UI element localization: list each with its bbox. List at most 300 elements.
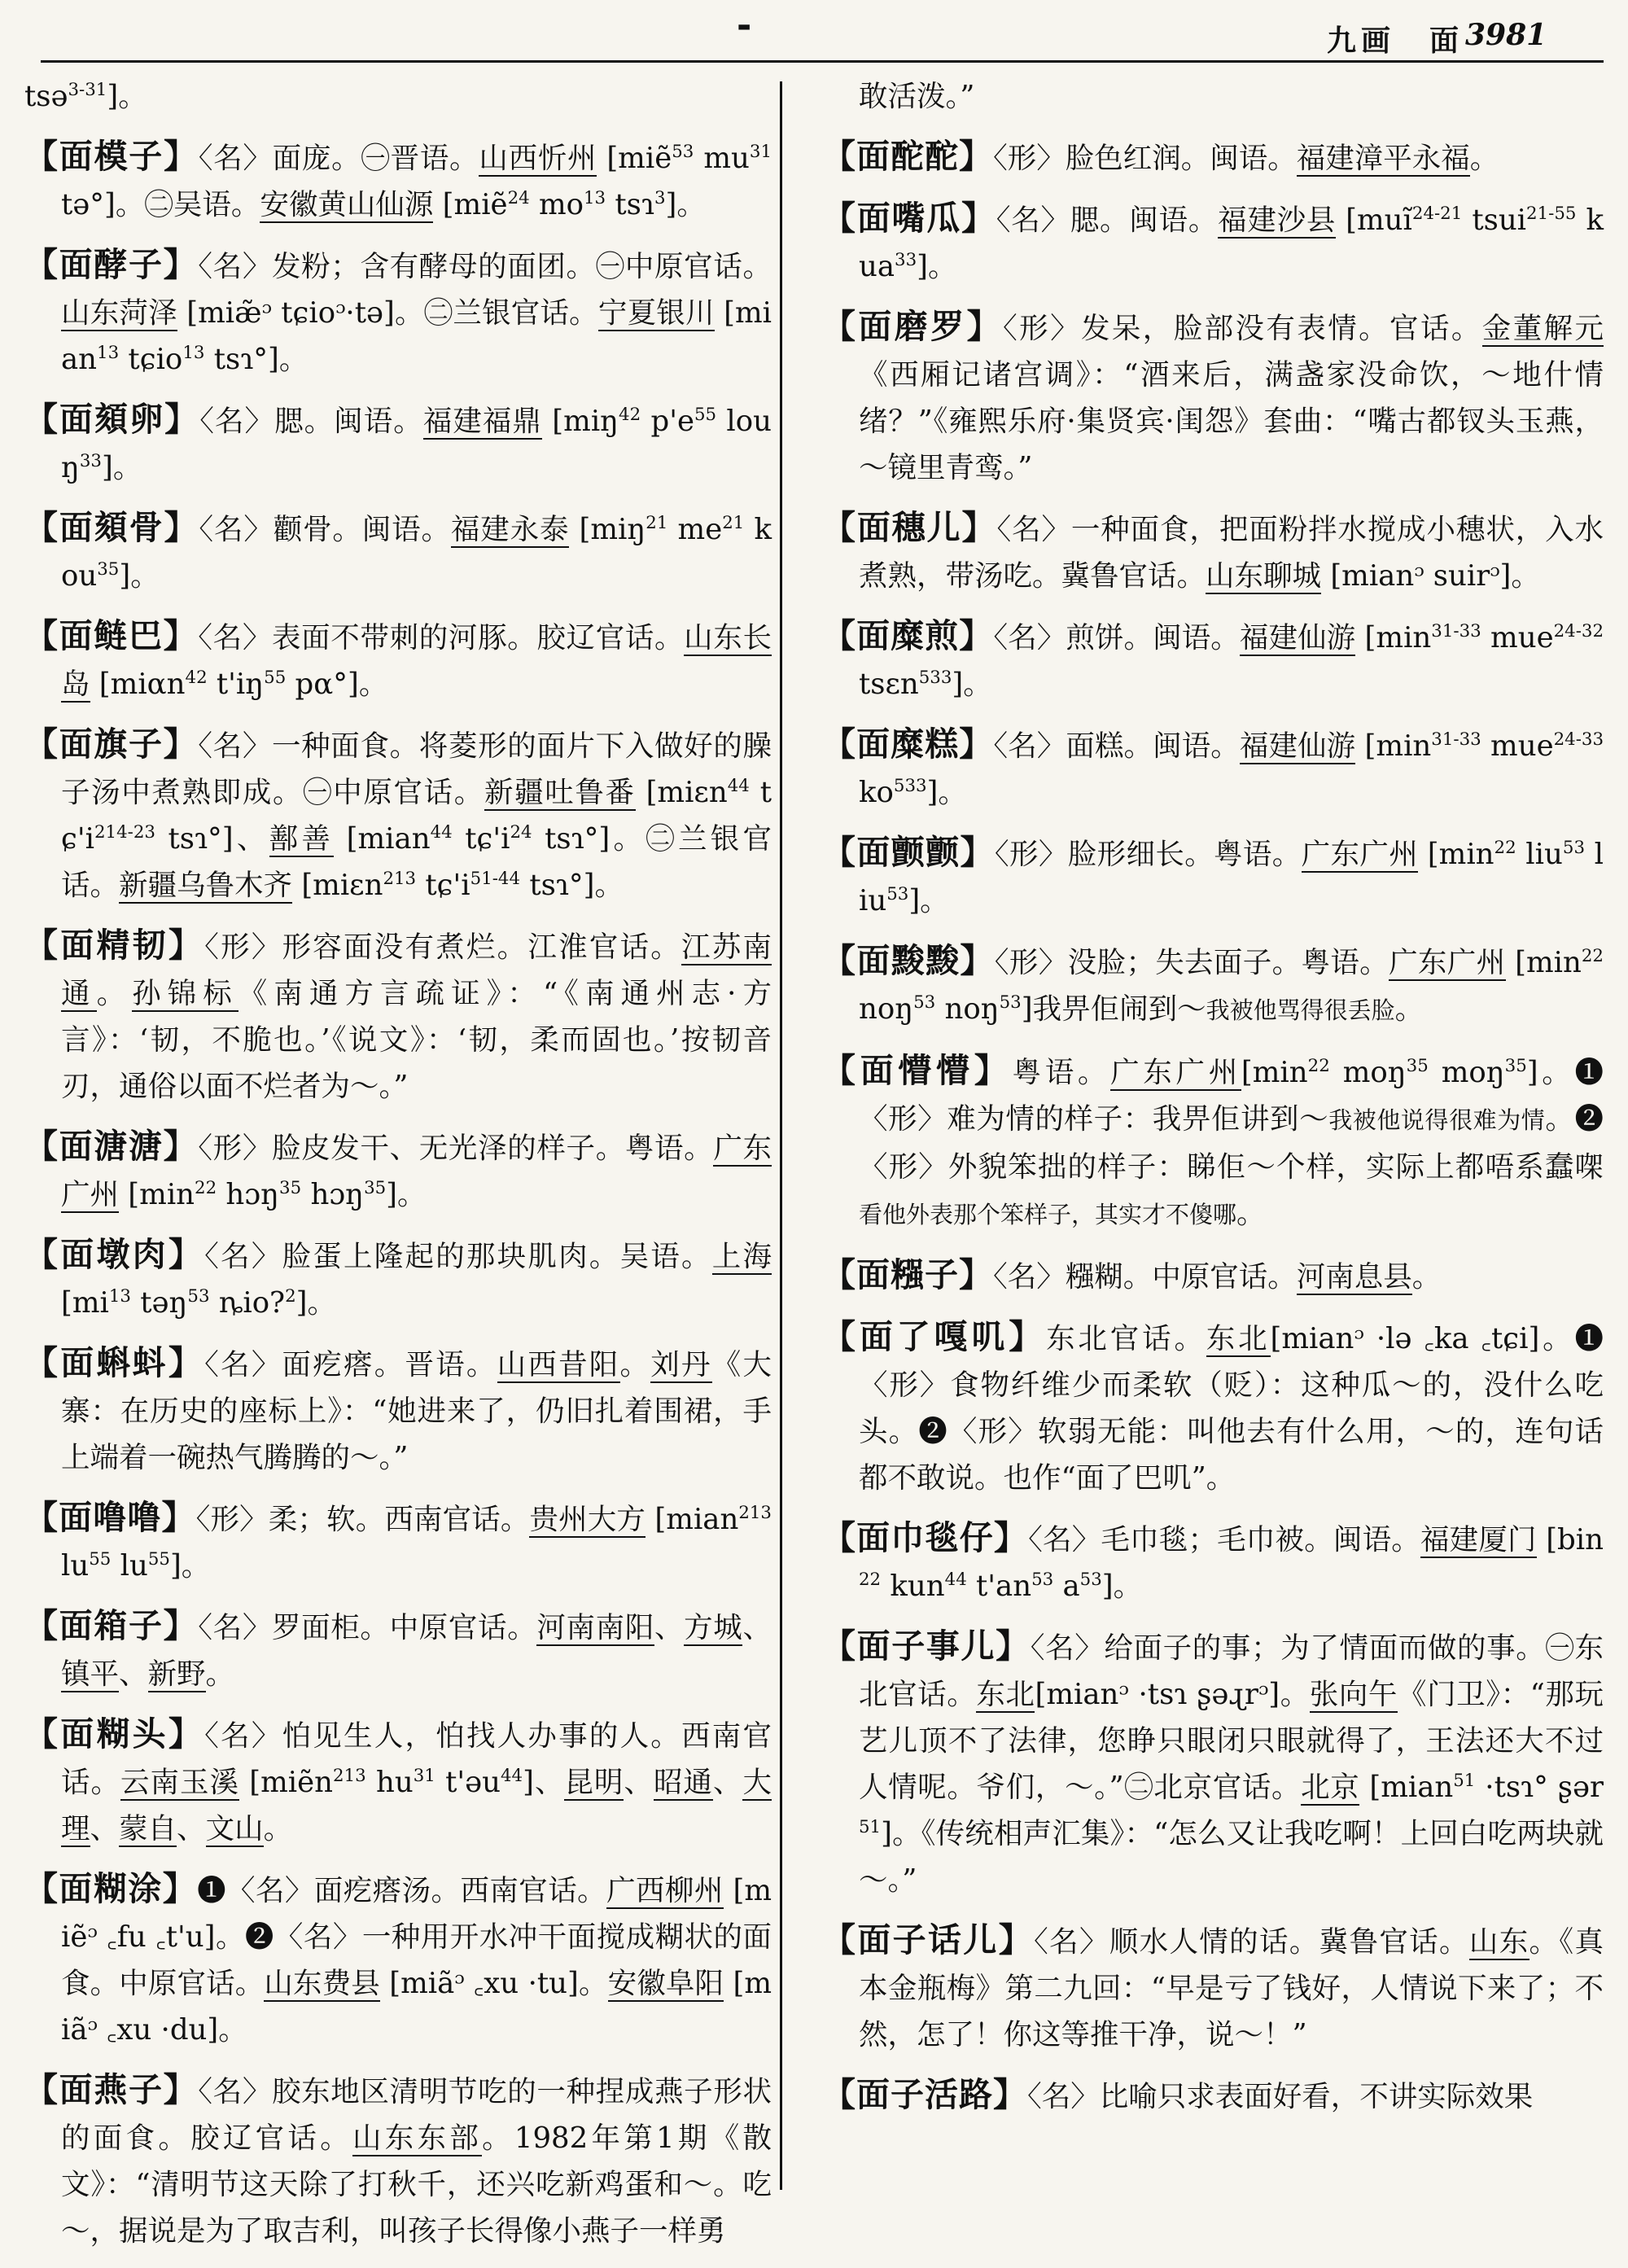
entry-text: ]。 [952,668,992,701]
tone-number: 44 [500,1766,523,1787]
place-name: 蒙自 [119,1812,177,1845]
entry-text: [miαn [90,668,186,701]
tone-number: 44 [430,822,453,843]
entry-text: tə°]。㊁吴语。 [61,188,260,221]
headword: 【面子话儿】 [822,1920,1035,1959]
entry-text: kou [61,513,772,593]
entry-text: 东北官话。 [1046,1322,1206,1355]
place-name: 上海 [711,1240,772,1273]
tone-number: 214-23 [94,822,155,843]
entry-text: [miŋ [569,513,646,546]
entry-text: ]。❶〈形〉难为情的样子：我畀佢讲到～ [859,1056,1604,1136]
tone-number: 21 [646,513,668,534]
entry-text: ]。 [119,559,160,593]
entry-text: me [667,513,723,546]
entry-text: 〈名〉发粉；含有酵母的面团。㊀中原官话。 [198,250,772,283]
entry-text: ]我畀佢闹到～ [1021,992,1206,1026]
entry-text: 。 [263,1812,293,1845]
place-name: 江苏南通 [61,930,772,1010]
entry-text: kun [881,1570,945,1603]
dictionary-entry [24,2067,772,2254]
entry-text: [mian [646,1503,739,1536]
entry-text: 〈名〉脸蛋上隆起的那块肌肉。吴语。 [204,1240,712,1273]
entry-text: tsɿ°]、 [155,822,269,856]
place-name: 贵州大方 [529,1503,646,1536]
tone-number: 213 [333,1766,366,1787]
entry-text: 〈名〉面糕。闽语。 [993,729,1240,763]
entry-text: ]。 [908,884,949,917]
entry-text: noŋ [935,992,1000,1026]
place-name: 鄯善 [269,822,335,856]
tone-number: 53 [187,1286,210,1307]
tone-number: 53 [1562,838,1585,859]
tone-number: 42 [619,405,641,426]
gloss-note: 我被他骂得很丢脸 [1206,996,1395,1024]
dictionary-entry [24,1711,772,1852]
entry-text: [mianᵓ ·lə ꜀ka ꜀tɕi]。❶〈形〉食物纤维少而柔软（贬）：这种瓜～的，没什么吃头。❷〈形〉软弱无能：叫他去有什么用，～的，连句话都不敢说。也作“面了巴叽”。 [859,1322,1604,1495]
entry-text: p'e [641,405,694,438]
headword: 【面黢黢】 [822,941,995,980]
entry-text: mu [694,142,750,175]
entry-text: 〈名〉腮。闽语。 [996,204,1219,237]
entry-text: 。 [96,977,133,1010]
headword: 【面了嘎叽】 [822,1317,1047,1356]
entry-text: [mi [61,1286,109,1320]
entry-text: 〈形〉脸皮发干、无光泽的样子。粤语。 [198,1132,714,1165]
entry-text: 〈名〉罗面柜。中原官话。 [198,1611,537,1644]
running-head: 九画 面 [1327,24,1464,58]
tone-number: 21 [722,513,745,534]
place-name: 福建仙游 [1239,729,1356,763]
entry-text: t'iŋ [207,668,265,701]
tone-number: 22 [859,1570,882,1591]
entry-text: 。❷〈形〉外貌笨拙的样子：睇佢～个样，实际上都唔系蠢㗎 [859,1102,1604,1184]
entry-text: tsɛn [859,668,919,701]
entry-text: 〈名〉表面不带刺的河豚。胶辽官话。 [198,621,685,655]
entry-text: ko [859,776,894,809]
tone-number: 55 [89,1549,112,1570]
headword: 【面箱子】 [24,1606,199,1645]
dictionary-entry [822,304,1604,491]
tone-number: 53 [672,142,694,163]
place-name: 昭通 [653,1766,713,1799]
entry-text: [miæ̃ᵓ tɕioᵓ·tə]。㊁兰银官话。 [177,296,598,330]
place-name: 安徽阜阳 [607,1967,724,2000]
entry-text: [min [1355,729,1432,763]
headword: 【面糜糕】 [822,725,994,764]
entry-text: tsɿ°]。㊁兰银官话。 [61,822,772,902]
tone-number: 533 [918,668,952,689]
headword: 【面糜煎】 [822,616,994,655]
place-name: 山西忻州 [479,142,597,175]
header-rule [41,60,1604,63]
entry-text: ]。 [107,80,147,113]
place-name: 东北 [976,1678,1035,1711]
headword: 【面糨子】 [822,1255,993,1294]
tone-number: 213 [738,1503,772,1524]
gloss-note: 看他外表那个笨样子，其实才不傻哪 [859,1201,1237,1228]
dictionary-entry [822,505,1604,599]
entry-text: ]。 [926,776,967,809]
tone-number: 13 [97,343,120,364]
place-name: 福建永泰 [450,513,570,546]
tone-number: 22 [1307,1056,1330,1077]
headword: 【面噜噜】 [24,1498,196,1537]
entry-text: 、 [712,1766,743,1799]
dictionary-entry [822,2072,1604,2120]
headword: 【面磨罗】 [822,307,1004,346]
entry-text: 〈名〉一种面食，把面粉拌水搅成小穗状，入水煮熟，带汤吃。冀鲁官话。 [859,513,1604,593]
entry-text: ]、 [523,1766,565,1799]
dictionary-entry [24,922,772,1110]
dictionary-entry [822,1623,1604,1903]
headword: 【面精韧】 [24,926,205,965]
place-name: 新疆乌鲁木齐 [119,869,293,902]
tone-number: 55 [147,1549,170,1570]
headword: 【面頦骨】 [24,508,199,547]
entry-text: ]。 [386,1178,427,1211]
tone-number: 44 [727,776,750,797]
dictionary-entry [822,830,1604,924]
dictionary-entry [24,73,772,120]
headword: 【面頦卵】 [24,400,200,439]
entry-text: ]。 [101,451,142,484]
entry-text: tsə [24,80,68,113]
entry-text: 。 [1469,142,1499,175]
dictionary-entry [822,1048,1604,1238]
header-dash: - [737,5,752,46]
entry-text: [miẽn [239,1766,334,1799]
entry-text: hɔŋ [301,1178,365,1211]
entry-text: [min [1418,838,1495,871]
entry-text: mue [1481,729,1554,763]
tone-number: 51 [1453,1771,1476,1792]
entry-text: 〈形〉发呆，脸部没有表情。官话。 [1003,312,1482,345]
place-name: 广东广州 [1301,838,1419,871]
entry-text: 、 [654,1611,685,1644]
tone-number: 13 [108,1286,131,1307]
place-name: 方城 [684,1611,743,1644]
entry-text: liu [859,838,1604,917]
entry-text: tsɿ°]。 [204,343,309,376]
place-name: 福建福鼎 [422,405,542,438]
entry-text: 、 [624,1766,654,1799]
entry-text: ȵio? [209,1286,286,1320]
page-header [0,0,1628,59]
dictionary-entry [24,505,772,599]
entry-text: ]。 [169,1549,211,1583]
tone-number: 35 [364,1178,387,1199]
dictionary-entry [822,195,1604,290]
entry-text: 、 [119,1657,148,1691]
tone-number: 24-33 [1553,729,1604,751]
place-name: 北京 [1301,1771,1360,1804]
entry-text: noŋ [859,992,914,1026]
tone-number: 51 [859,1817,882,1838]
tone-number: 13 [182,343,205,364]
dictionary-entry [24,1232,772,1326]
place-name: 山西昔阳 [497,1348,620,1381]
tone-number: 31-33 [1431,621,1481,642]
entry-text: [mianᵓ ·tsɿ ʂəɻrᵓ]。 [1035,1678,1310,1711]
entry-text: ]。 [1101,1570,1143,1603]
tone-number: 24-32 [1553,621,1604,642]
dictionary-entry [822,73,1604,120]
tone-number: 31 [413,1766,435,1787]
tone-number: 3 [654,188,666,209]
dictionary-entry [822,938,1604,1034]
place-name: 新疆吐鲁番 [484,776,636,809]
entry-text: 《西厢记诸宫调》：“酒来后，满盏家没命饮，～地什情绪？”《雍熙乐府·集贤宾·闺怨》套曲：“嘴古都钗头玉燕，～镜里青鸾。” [859,358,1604,484]
headword: 【面糊涂】 [24,1869,198,1908]
page-number: 3981 [1465,18,1547,52]
headword: 【面鲢巴】 [24,616,199,655]
tone-number: 31-33 [1431,729,1481,751]
dictionary-entry [822,1252,1604,1300]
entry-text: 〈名〉面庞。㊀晋语。 [198,142,479,175]
place-name: 广东广州 [61,1132,772,1211]
entry-text: moŋ [1329,1056,1407,1089]
entry-text: 〈名〉面疙瘩。晋语。 [204,1348,497,1381]
place-name: 福建漳平永福 [1296,142,1470,175]
tone-number: 35 [97,559,120,580]
dictionary-entry [24,613,772,707]
entry-text: [mianᵓ suirᵓ]。 [1321,559,1540,593]
place-name: 镇平 [61,1657,120,1691]
entry-text: tɕ'i [416,869,470,902]
entry-text: hɔŋ [217,1178,280,1211]
place-name: 刘丹 [650,1348,712,1381]
place-name: 山东菏泽 [61,296,177,330]
place-name: 福建厦门 [1420,1523,1537,1557]
entry-text: tsɿ [606,188,654,221]
entry-text: 〈形〉脸色红润。闽语。 [993,142,1297,175]
tone-number: 24-21 [1411,204,1463,225]
headword: 【面巾毯仔】 [822,1518,1029,1557]
gloss-note: 我被他说得很难为情 [1328,1106,1546,1134]
tone-number: 24 [510,822,532,843]
tone-number: 24 [507,188,530,209]
entry-text: louŋ [61,405,772,484]
entry-text: tɕ'i [452,822,510,856]
entry-text: 。 [1236,1197,1266,1230]
place-name: 云南玉溪 [120,1766,239,1799]
entry-text: 敢活泼。” [859,80,975,113]
place-name: 孙锦标 [132,977,239,1010]
dictionary-entry [24,396,772,491]
entry-text: təŋ [130,1286,188,1320]
dictionary-entry [24,1123,772,1218]
headword: 【面旗子】 [24,725,199,764]
place-name: 广东广州 [1389,946,1506,979]
dictionary-entry [822,721,1604,816]
dictionary-entry [24,1495,772,1589]
entry-text: 〈名〉顺水人情的话。冀鲁官话。 [1034,1925,1469,1959]
headword: 【面懵懵】 [822,1051,1013,1090]
left-column [24,73,772,2268]
column-divider [780,81,782,2190]
entry-text: tɕio [119,343,183,376]
tone-number: 3-31 [68,80,107,101]
entry-text: 〈形〉没脸；失去面子。粤语。 [994,946,1389,979]
entry-text: 〈名〉煎饼。闽语。 [993,621,1240,655]
entry-text: tsɿ°]。 [520,869,624,902]
entry-text: pα°]。 [286,668,388,701]
place-name: 新野 [147,1657,206,1691]
tone-number: 31 [749,142,772,163]
headword: 【面子活路】 [822,2075,1027,2114]
tone-number: 35 [279,1178,302,1199]
place-name: 山东聊城 [1206,559,1322,593]
entry-text: ]。 [295,1286,337,1320]
entry-text: ❶〈名〉面疙瘩汤。西南官话。 [197,1874,607,1907]
tone-number: 33 [79,451,102,472]
entry-text: lu [111,1549,148,1583]
entry-text: 。《真本金瓶梅》第二九回：“早是亏了钱好，人情说下来了；不然，怎了！你这等推干净，说～！” [859,1925,1604,2051]
entry-text: [mian [61,296,772,376]
entry-text: 〈名〉一种面食。将菱形的面片下入做好的臊子汤中煮熟即成。㊀中原官话。 [61,729,772,809]
tone-number: 42 [185,668,208,689]
place-name: 广西柳州 [606,1874,724,1907]
entry-text: 〈名〉怕见生人，怕找人办事的人。西南官话。 [61,1719,772,1799]
tone-number: 213 [383,869,417,890]
entry-text: a [1053,1570,1080,1603]
entry-text: 〈名〉给面子的事；为了情面而做的事。㊀东北官话。 [859,1631,1604,1711]
entry-text: ]。 [917,250,957,283]
place-name: 金董解元 [1481,312,1604,345]
entry-text: 《门卫》：“那玩艺儿顶不了法律，您睁只眼闭只眼就得了，王法还大不过人情呢。爷们，～。”㊁北京官话。 [859,1678,1604,1804]
entry-text: 。 [205,1657,235,1691]
entry-text: [miãᵓ ꜀xu ·tu]。 [379,1967,608,2000]
entry-text: moŋ [1428,1056,1505,1089]
entry-text: [min [1241,1056,1308,1089]
place-name: 山东费县 [264,1967,380,2000]
entry-text: 〈名〉胶东地区清明节吃的一种捏成燕子形状的面食。胶辽官话。 [61,2075,772,2155]
headword: 【面穗儿】 [822,508,997,547]
entry-text: 、 [177,1812,206,1845]
entry-text: 。1982年第1期《散文》：“清明节这天除了打秋千，还兴吃新鸡蛋和～。吃～，据说是为了取吉利，叫孩子长得像小燕子一样勇 [61,2121,772,2248]
headword: 【面溏溏】 [24,1127,199,1166]
tone-number: 533 [893,776,927,797]
entry-text: tɕ'i [61,776,772,856]
entry-text: 。 [619,1348,651,1381]
place-name: 广东广州 [1110,1056,1241,1089]
place-name: 文山 [205,1812,264,1845]
entry-text: 〈名〉比喻只求表面好看，不讲实际效果 [1027,2080,1534,2113]
dictionary-entry [24,1340,772,1481]
entry-text: 、 [742,1611,772,1644]
entry-text: kua [859,204,1604,283]
place-name: 东北 [1206,1322,1271,1355]
entry-text: ]。 [665,188,706,221]
entry-text: liu [1516,838,1563,871]
dictionary-entry [24,1603,772,1697]
entry-text: [miẽ [433,188,508,221]
dictionary-entry [24,1866,772,2053]
entry-text: [miãᵓ ꜀xu ·du]。 [61,1967,772,2047]
entry-text: 。 [1394,992,1424,1026]
entry-text: [mian [1359,1771,1454,1804]
place-name: 大理 [61,1766,772,1845]
tone-number: 53 [886,884,909,905]
entry-text: 《南通方言疏证》：“《南通州志·方言》：‘韧，不脆也。’《说文》：‘韧，柔而固也。’按韧音刃，通俗以面不烂者为～。” [61,977,772,1103]
headword: 【面燕子】 [24,2070,199,2109]
tone-number: 33 [895,250,917,271]
entry-text: 〈形〉脸形细长。粤语。 [994,838,1302,871]
entry-text: 〈名〉毛巾毯；毛巾被。闽语。 [1028,1523,1420,1557]
headword: 【面嘴瓜】 [822,199,996,238]
entry-text: tsui [1462,204,1527,237]
entry-text: 〈名〉腮。闽语。 [199,405,423,438]
entry-text: 〈名〉糨糊。中原官话。 [993,1260,1297,1294]
tone-number: 53 [999,992,1022,1014]
entry-text: [miẽ [597,142,672,175]
dictionary-entry [822,1314,1604,1501]
place-name: 河南息县 [1296,1260,1412,1294]
place-name: 福建仙游 [1239,621,1356,655]
headword: 【面酵子】 [24,245,199,284]
entry-text: [bin [1536,1523,1604,1557]
tone-number: 22 [195,1178,217,1199]
entry-text: [min [1505,946,1582,979]
entry-text: 《大寨：在历史的座标上》：“她进来了，仍旧扎着围裙，手上端着一碗热气腾腾的～。” [61,1348,772,1474]
headword: 【面颤颤】 [822,833,995,872]
entry-text: [muĩ [1336,204,1412,237]
tone-number: 35 [1504,1056,1527,1077]
place-name: 昆明 [564,1766,624,1799]
headword: 【面糊头】 [24,1714,205,1754]
tone-number: 55 [264,668,287,689]
headword: 【面子事儿】 [822,1627,1031,1666]
entry-text: [miŋ [541,405,619,438]
place-name: 河南南阳 [536,1611,654,1644]
tone-number: 22 [1494,838,1516,859]
entry-text: [min [1355,621,1432,655]
entry-text: t'an [966,1570,1032,1603]
place-name: 宁夏银川 [597,296,715,330]
dictionary-entry [24,134,772,228]
dictionary-entry [822,1515,1604,1609]
tone-number: 53 [913,992,936,1014]
tone-number: 21-55 [1526,204,1577,225]
place-name: 山东长岛 [61,621,772,701]
entry-text: 〈形〉形容面没有煮烂。江淮官话。 [204,930,682,964]
entry-text: ·tsɿ° ʂər [1475,1771,1604,1804]
entry-text: 、 [90,1812,120,1845]
tone-number: 53 [1079,1570,1102,1591]
tone-number: 22 [1581,946,1604,967]
entry-text: [miɛn [635,776,728,809]
place-name: 山东 [1468,1925,1530,1959]
entry-text: hu [365,1766,414,1799]
tone-number: 13 [584,188,606,209]
entry-text: 粤语。 [1012,1056,1111,1089]
dictionary-entry [822,134,1604,182]
entry-text: ]。《传统相声汇集》：“怎么又让我吃啊！上回白吃两块就～。” [859,1817,1604,1897]
dictionary-entry [24,242,772,383]
tone-number: 53 [1031,1570,1054,1591]
entry-text: t'əu [435,1766,501,1799]
headword: 【面酡酡】 [822,137,993,176]
dictionary-entry [822,613,1604,707]
entry-text: [miɛn [292,869,383,902]
place-name: 安徽黄山仙源 [260,188,434,221]
place-name: 福建沙县 [1218,204,1337,237]
entry-text: mo [529,188,584,221]
tone-number: 55 [694,405,717,426]
entry-text: [mian [334,822,431,856]
headword: 【面模子】 [24,137,199,176]
